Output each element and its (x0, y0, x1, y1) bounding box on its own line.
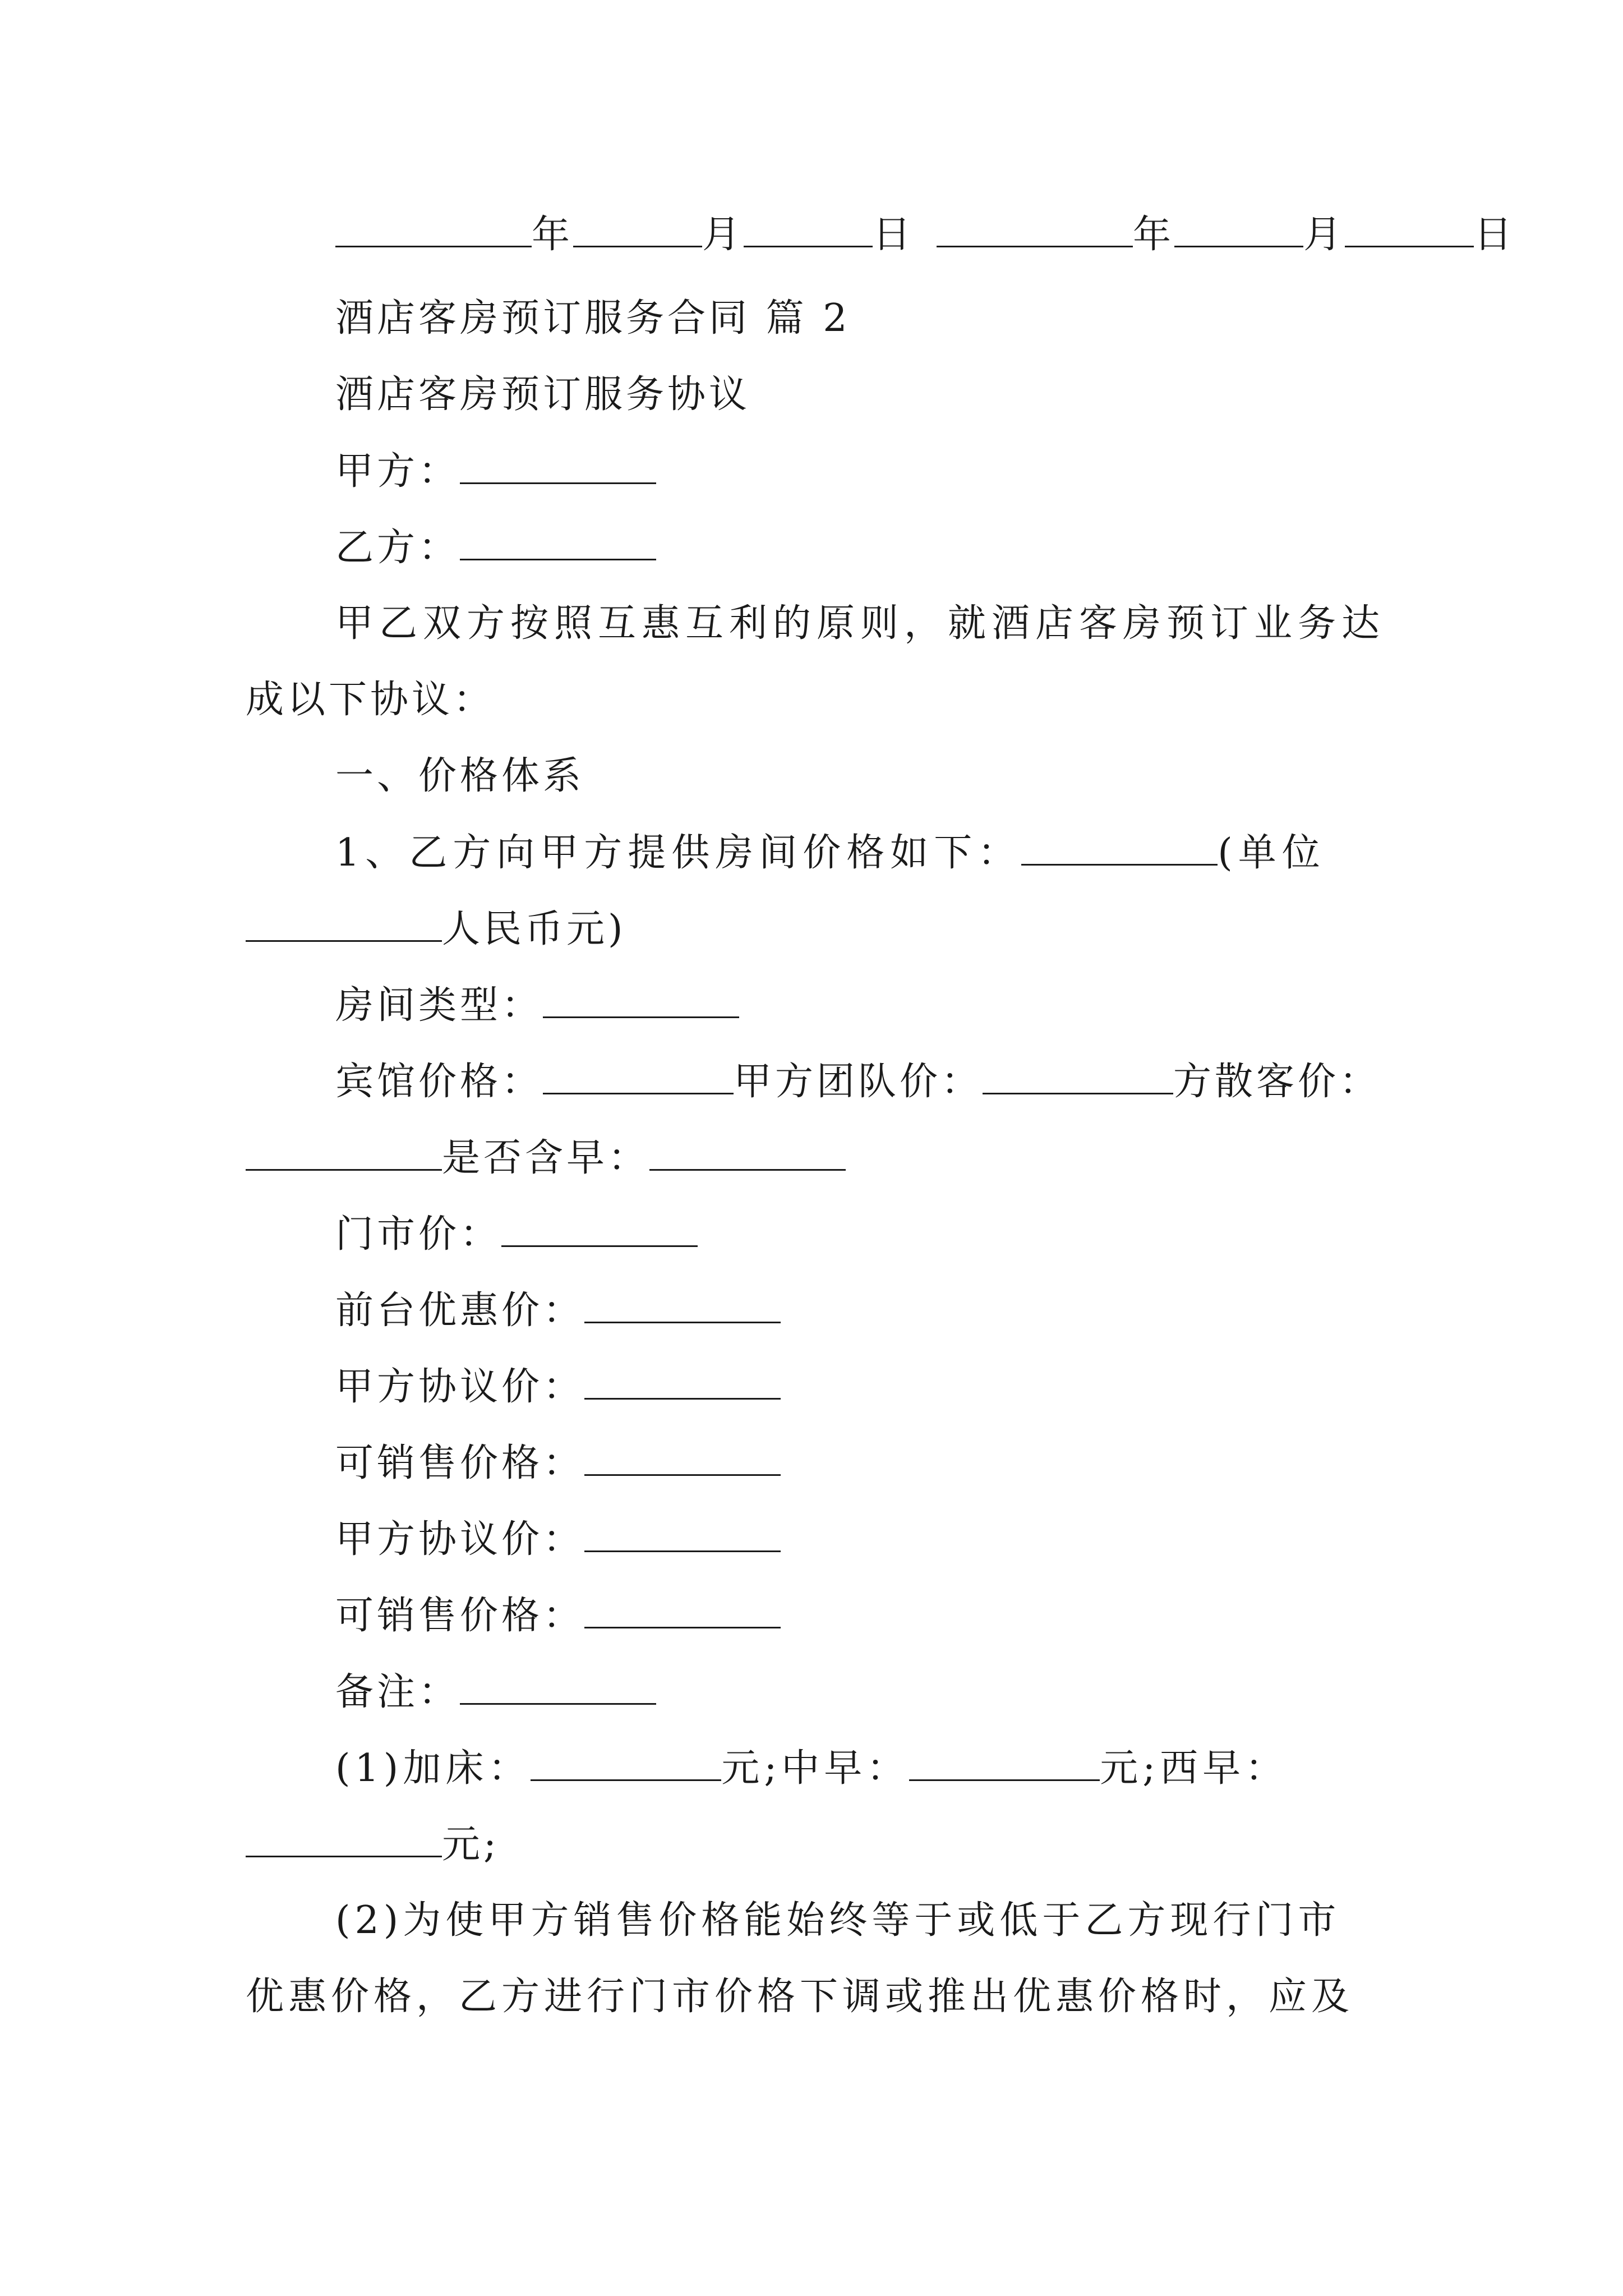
chinese-breakfast-blank[interactable] (909, 1746, 1100, 1781)
party-a-blank[interactable] (460, 449, 656, 484)
intro-line-1: 甲乙双方按照互惠互利的原则，就酒店客房预订业务达 (335, 601, 1386, 646)
hotel-price-label: 宾馆价格： (335, 1060, 543, 1104)
item-2-line-2: 优惠价格，乙方进行门市价格下调或推出优惠价格时，应及 (246, 1975, 1354, 2019)
day-label-1: 日 (873, 213, 915, 257)
rack-rate-label: 门市价： (335, 1212, 502, 1257)
sellable-price-blank[interactable] (584, 1441, 781, 1476)
month-label-2: 月 (1303, 213, 1345, 257)
room-type-line (335, 983, 739, 1028)
clause-1-line-1 (335, 830, 1326, 876)
agreement-title: 酒店客房预订服务协议 (335, 372, 751, 417)
intro-line-2: 成以下协议： (246, 678, 495, 722)
year-blank-1[interactable] (335, 212, 532, 247)
price-line-2 (246, 1135, 846, 1181)
year-label-1: 年 (532, 213, 574, 257)
section-one-heading: 一、价格体系 (335, 754, 585, 798)
rack-rate-blank[interactable] (501, 1212, 698, 1247)
sellable-price-label-2: 可销售价格： (335, 1594, 585, 1638)
walkin-price-blank[interactable] (246, 1135, 442, 1171)
agreement-price-label-2: 甲方协议价： (335, 1517, 585, 1562)
western-breakfast-label: 元;西早： (1100, 1746, 1288, 1791)
remarks-line (335, 1669, 656, 1715)
breakfast-label: 是否含早： (442, 1136, 650, 1180)
agreement-price-label: 甲方协议价： (335, 1365, 585, 1409)
year-blank-2[interactable] (937, 212, 1133, 247)
agreement-price-line (335, 1364, 781, 1410)
clause-1-currency: 人民币元) (442, 907, 626, 951)
remarks-blank[interactable] (460, 1669, 656, 1705)
extra-bed-blank[interactable] (531, 1746, 721, 1781)
sellable-price-line-2 (335, 1593, 781, 1639)
front-desk-discount-label: 前台优惠价： (335, 1289, 585, 1333)
section-heading: 酒店客房预订服务合同 篇 2 (335, 296, 851, 341)
room-type-blank[interactable] (543, 983, 739, 1018)
item-1-line-1 (335, 1746, 1288, 1791)
sellable-price-blank-2[interactable] (584, 1593, 781, 1628)
item-1-end: 元; (442, 1823, 500, 1867)
agreement-price-line-2 (335, 1517, 781, 1562)
month-blank-1[interactable] (573, 212, 702, 247)
remarks-label: 备注： (335, 1670, 460, 1714)
clause-1-text: 1、乙方向甲方提供房间价格如下： (335, 831, 1022, 875)
group-price-blank[interactable] (983, 1059, 1173, 1094)
front-desk-discount-line (335, 1288, 781, 1333)
day-blank-1[interactable] (744, 212, 873, 247)
price-line-1 (335, 1059, 1381, 1105)
breakfast-blank[interactable] (649, 1135, 846, 1171)
party-a-label: 甲方： (335, 449, 460, 494)
room-type-label: 房间类型： (335, 983, 543, 1028)
month-label-1: 月 (702, 213, 744, 257)
walkin-price-label: 方散客价： (1173, 1060, 1381, 1104)
chinese-breakfast-label: 元;中早： (721, 1746, 910, 1791)
month-blank-2[interactable] (1174, 212, 1303, 247)
clause-1-unit: (单位 (1218, 831, 1326, 875)
party-b-label: 乙方： (335, 526, 460, 570)
item-2-line-1: (2)为使甲方销售价格能始终等于或低于乙方现行门市 (335, 1898, 1341, 1943)
clause-1-line-2 (246, 907, 626, 952)
sellable-price-label: 可销售价格： (335, 1441, 585, 1485)
year-label-2: 年 (1133, 213, 1175, 257)
clause-1-blank-1[interactable] (1021, 830, 1218, 866)
agreement-price-blank[interactable] (584, 1364, 781, 1400)
hotel-price-blank[interactable] (543, 1059, 734, 1094)
agreement-price-blank-2[interactable] (584, 1517, 781, 1552)
item-1-line-2 (246, 1822, 500, 1867)
day-label-2: 日 (1474, 213, 1516, 257)
western-breakfast-blank[interactable] (246, 1822, 442, 1857)
party-b-line (335, 525, 656, 570)
clause-1-blank-2[interactable] (246, 907, 442, 942)
party-a-line (335, 449, 656, 494)
rack-rate-line (335, 1212, 698, 1257)
extra-bed-label: (1)加床： (335, 1746, 531, 1791)
day-blank-2[interactable] (1345, 212, 1474, 247)
front-desk-discount-blank[interactable] (584, 1288, 781, 1323)
group-price-label: 甲方团队价： (734, 1060, 983, 1104)
party-b-blank[interactable] (460, 525, 656, 560)
sellable-price-line (335, 1441, 781, 1486)
date-line (335, 212, 1515, 257)
